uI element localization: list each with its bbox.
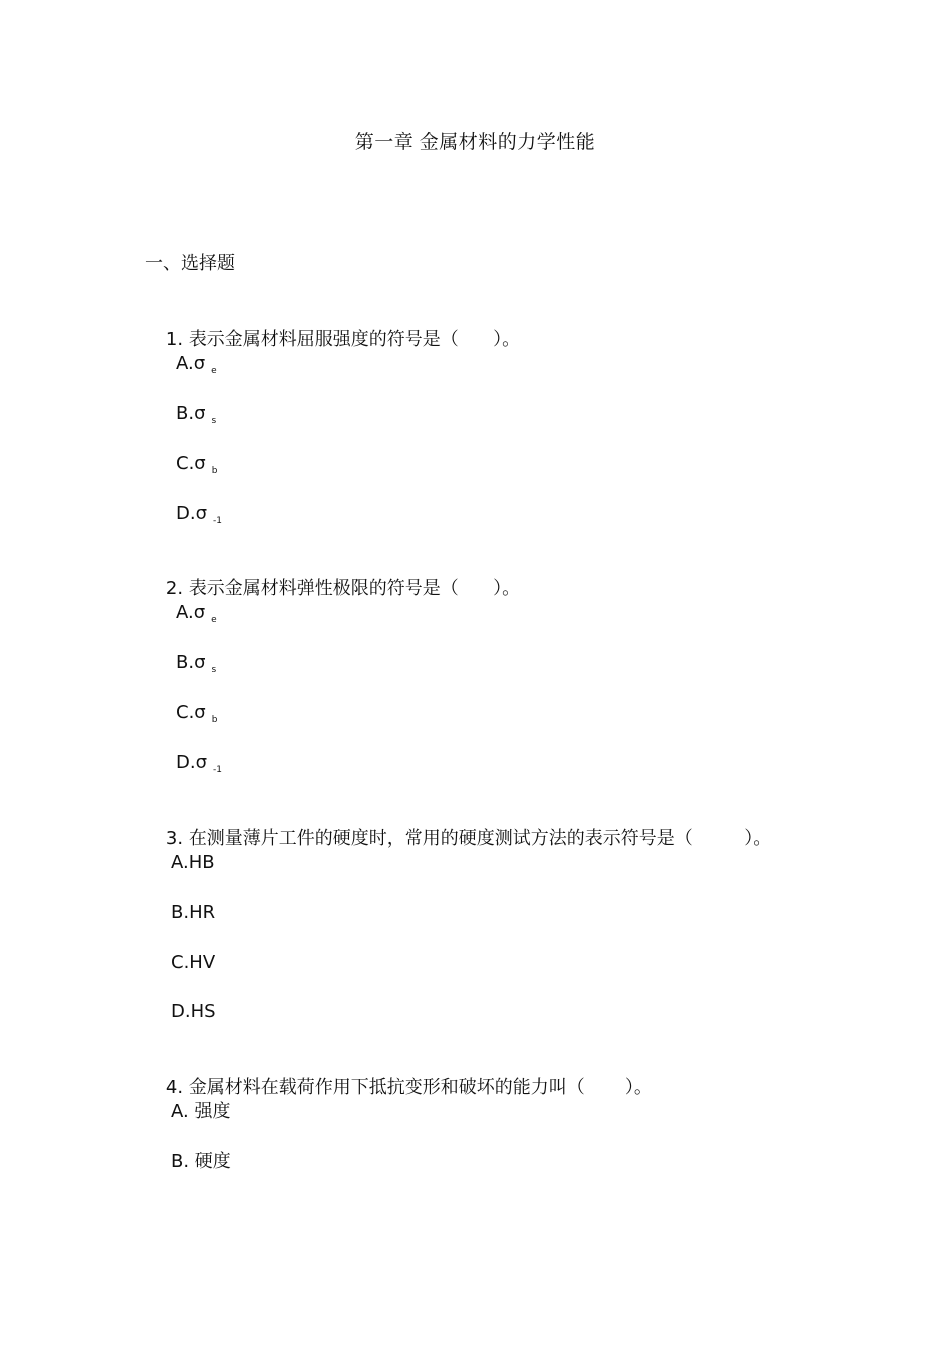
- option-subscript: e: [211, 615, 217, 625]
- question-number: 4.: [165, 1077, 184, 1098]
- option-subscript: b: [211, 466, 218, 476]
- question-text: 金属材料在载荷作用下抵抗变形和破坏的能力叫（ ）。: [188, 1077, 652, 1098]
- option-a: [176, 600, 217, 629]
- option-label: B.σ: [176, 652, 206, 673]
- chapter-title: 第一章 金属材料的力学性能: [354, 131, 596, 153]
- question-number: 1.: [165, 329, 184, 350]
- option-b: [176, 650, 216, 679]
- question-text: 表示金属材料屈服强度的符号是（ ）。: [188, 329, 521, 350]
- option-a: A.HB: [171, 852, 215, 873]
- question-text: 表示金属材料弹性极限的符号是（ ）。: [188, 578, 521, 599]
- option-b: B.HR: [171, 902, 216, 923]
- option-label: D.σ: [176, 503, 207, 524]
- question-number: 2.: [165, 578, 184, 599]
- option-label: C.σ: [176, 453, 206, 474]
- question-3: [143, 800, 771, 878]
- option-label: B.σ: [176, 403, 206, 424]
- section-heading: 一、选择题: [145, 253, 235, 274]
- option-a: A. 强度: [171, 1101, 231, 1122]
- option-d: [176, 501, 222, 530]
- option-subscript: e: [211, 366, 217, 376]
- option-subscript: -1: [213, 765, 222, 775]
- option-subscript: b: [211, 715, 218, 725]
- option-c: [176, 700, 217, 729]
- question-number: 3.: [165, 828, 184, 849]
- option-label: A.σ: [176, 602, 206, 623]
- option-subscript: s: [211, 665, 217, 675]
- option-label: D.σ: [176, 752, 207, 773]
- option-b: [176, 401, 216, 430]
- option-d: [176, 750, 222, 779]
- option-a: [176, 351, 217, 380]
- option-subscript: s: [211, 416, 217, 426]
- option-subscript: -1: [213, 516, 222, 526]
- option-label: C.σ: [176, 702, 206, 723]
- option-label: A.σ: [176, 353, 206, 374]
- question-text: 在测量薄片工件的硬度时，常用的硬度测试方法的表示符号是（ ）。: [188, 828, 772, 849]
- option-d: D.HS: [171, 1001, 216, 1022]
- option-b: B. 硬度: [171, 1151, 231, 1172]
- option-c: [176, 451, 217, 480]
- option-c: C.HV: [171, 952, 216, 973]
